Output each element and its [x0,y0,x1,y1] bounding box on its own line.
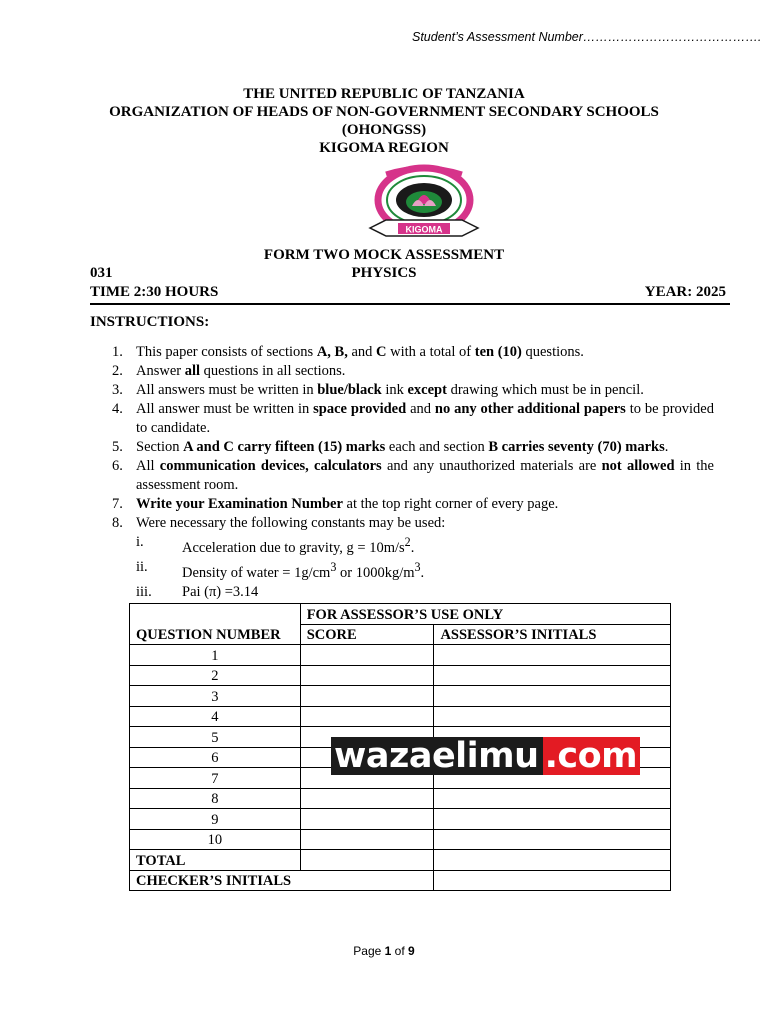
total-pages: 9 [408,944,415,958]
initials-cell[interactable] [434,686,671,707]
instruction-item: 5. Section A and C carry fifteen (15) marks each and section B carries seventy (70) marks. [112,439,669,455]
header-region: KIGOMA REGION [319,140,449,156]
instruction-item: 4. All answer must be written in space provided and no any other additional papers to be provided to candidate. [112,401,714,436]
instructions-list [112,343,714,602]
header-organization: ORGANIZATION OF HEADS OF NON-GOVERNMENT SECONDARY SCHOOLS [109,104,659,120]
total-score-cell[interactable] [300,850,434,871]
watermark-name: wazaelimu [331,737,543,775]
watermark [331,737,640,775]
initials-cell[interactable] [434,645,671,666]
table-row: 1 [130,645,671,666]
score-cell[interactable] [300,686,434,707]
initials-cell[interactable] [434,788,671,809]
instruction-item: 3. All answers must be written in blue/black ink except drawing which must be in pencil. [112,382,644,398]
table-row: 9 [130,809,671,830]
checker-row: CHECKER’S INITIALS [130,870,671,891]
header-divider [90,303,730,305]
header-country: THE UNITED REPUBLIC OF TANZANIA [243,86,525,102]
score-cell[interactable] [300,809,434,830]
table-row: 6 [130,747,671,768]
total-row: TOTAL [130,850,671,871]
watermark-domain: .com [543,737,641,775]
initials-cell[interactable] [434,809,671,830]
initials-cell[interactable] [434,665,671,686]
checker-initials-cell[interactable] [434,870,671,891]
score-cell[interactable] [300,665,434,686]
constant-pi: iii. Pai (π) =3.14 [136,583,259,600]
initials-cell[interactable] [434,829,671,850]
col-question-number: QUESTION NUMBER [130,604,301,645]
table-row: 7 [130,768,671,789]
exam-subject: PHYSICS [351,265,417,281]
page-footer: Page 1 of 9 [353,944,415,958]
constant-density: ii. Density of water = $1g/cm^3$ or $1000kg/m^3$. [136,558,425,581]
instruction-item: 2. Answer all questions in all sections. [112,363,346,379]
instruction-item: 7. Write your Examination Number at the top right corner of every page. [112,496,559,512]
table-row: 10 [130,829,671,850]
score-cell[interactable] [300,645,434,666]
constant-gravity: i. Acceleration due to gravity, $g = 10m/s^2$. [136,534,415,556]
score-cell[interactable] [300,706,434,727]
score-cell[interactable] [300,829,434,850]
instruction-item: 6. All communication devices, calculators and any unauthorized materials are not allowed in the assessment room. [112,458,714,493]
instruction-item: 1. This paper consists of sections A, B, and C with a total of ten (10) questions. [112,344,584,360]
assessor-header: FOR ASSESSOR’S USE ONLY [300,604,670,625]
score-cell[interactable] [300,788,434,809]
assessment-number-field: Student’s Assessment Number……………………………………. [412,30,762,44]
ohongss-logo [356,164,492,242]
col-score: SCORE [300,624,434,645]
header-acronym: (OHONGSS) [341,122,427,138]
exam-year: YEAR: 2025 [644,284,726,300]
instructions-title: INSTRUCTIONS: [90,314,210,330]
exam-title: FORM TWO MOCK ASSESSMENT [263,247,505,263]
initials-cell[interactable] [434,706,671,727]
table-row: 2 [130,665,671,686]
table-row: 5 [130,727,671,748]
current-page: 1 [384,944,392,958]
table-row: 3 [130,686,671,707]
table-row: 8 [130,788,671,809]
exam-code: 031 [90,265,113,281]
table-row: 4 [130,706,671,727]
logo-banner-text: KIGOMA [405,224,443,235]
exam-time: TIME 2:30 HOURS [90,284,219,300]
instruction-item: 8. Were necessary the following constants may be used: i. Acceleration due to gravity, $g = 10m/s^2$. ii. Density of water = $1g/cm^3$ or $1000kg/m^3$. iii. Pai (π) =3.14 [112,514,714,602]
col-assessor-initials: ASSESSOR’S INITIALS [434,624,671,645]
